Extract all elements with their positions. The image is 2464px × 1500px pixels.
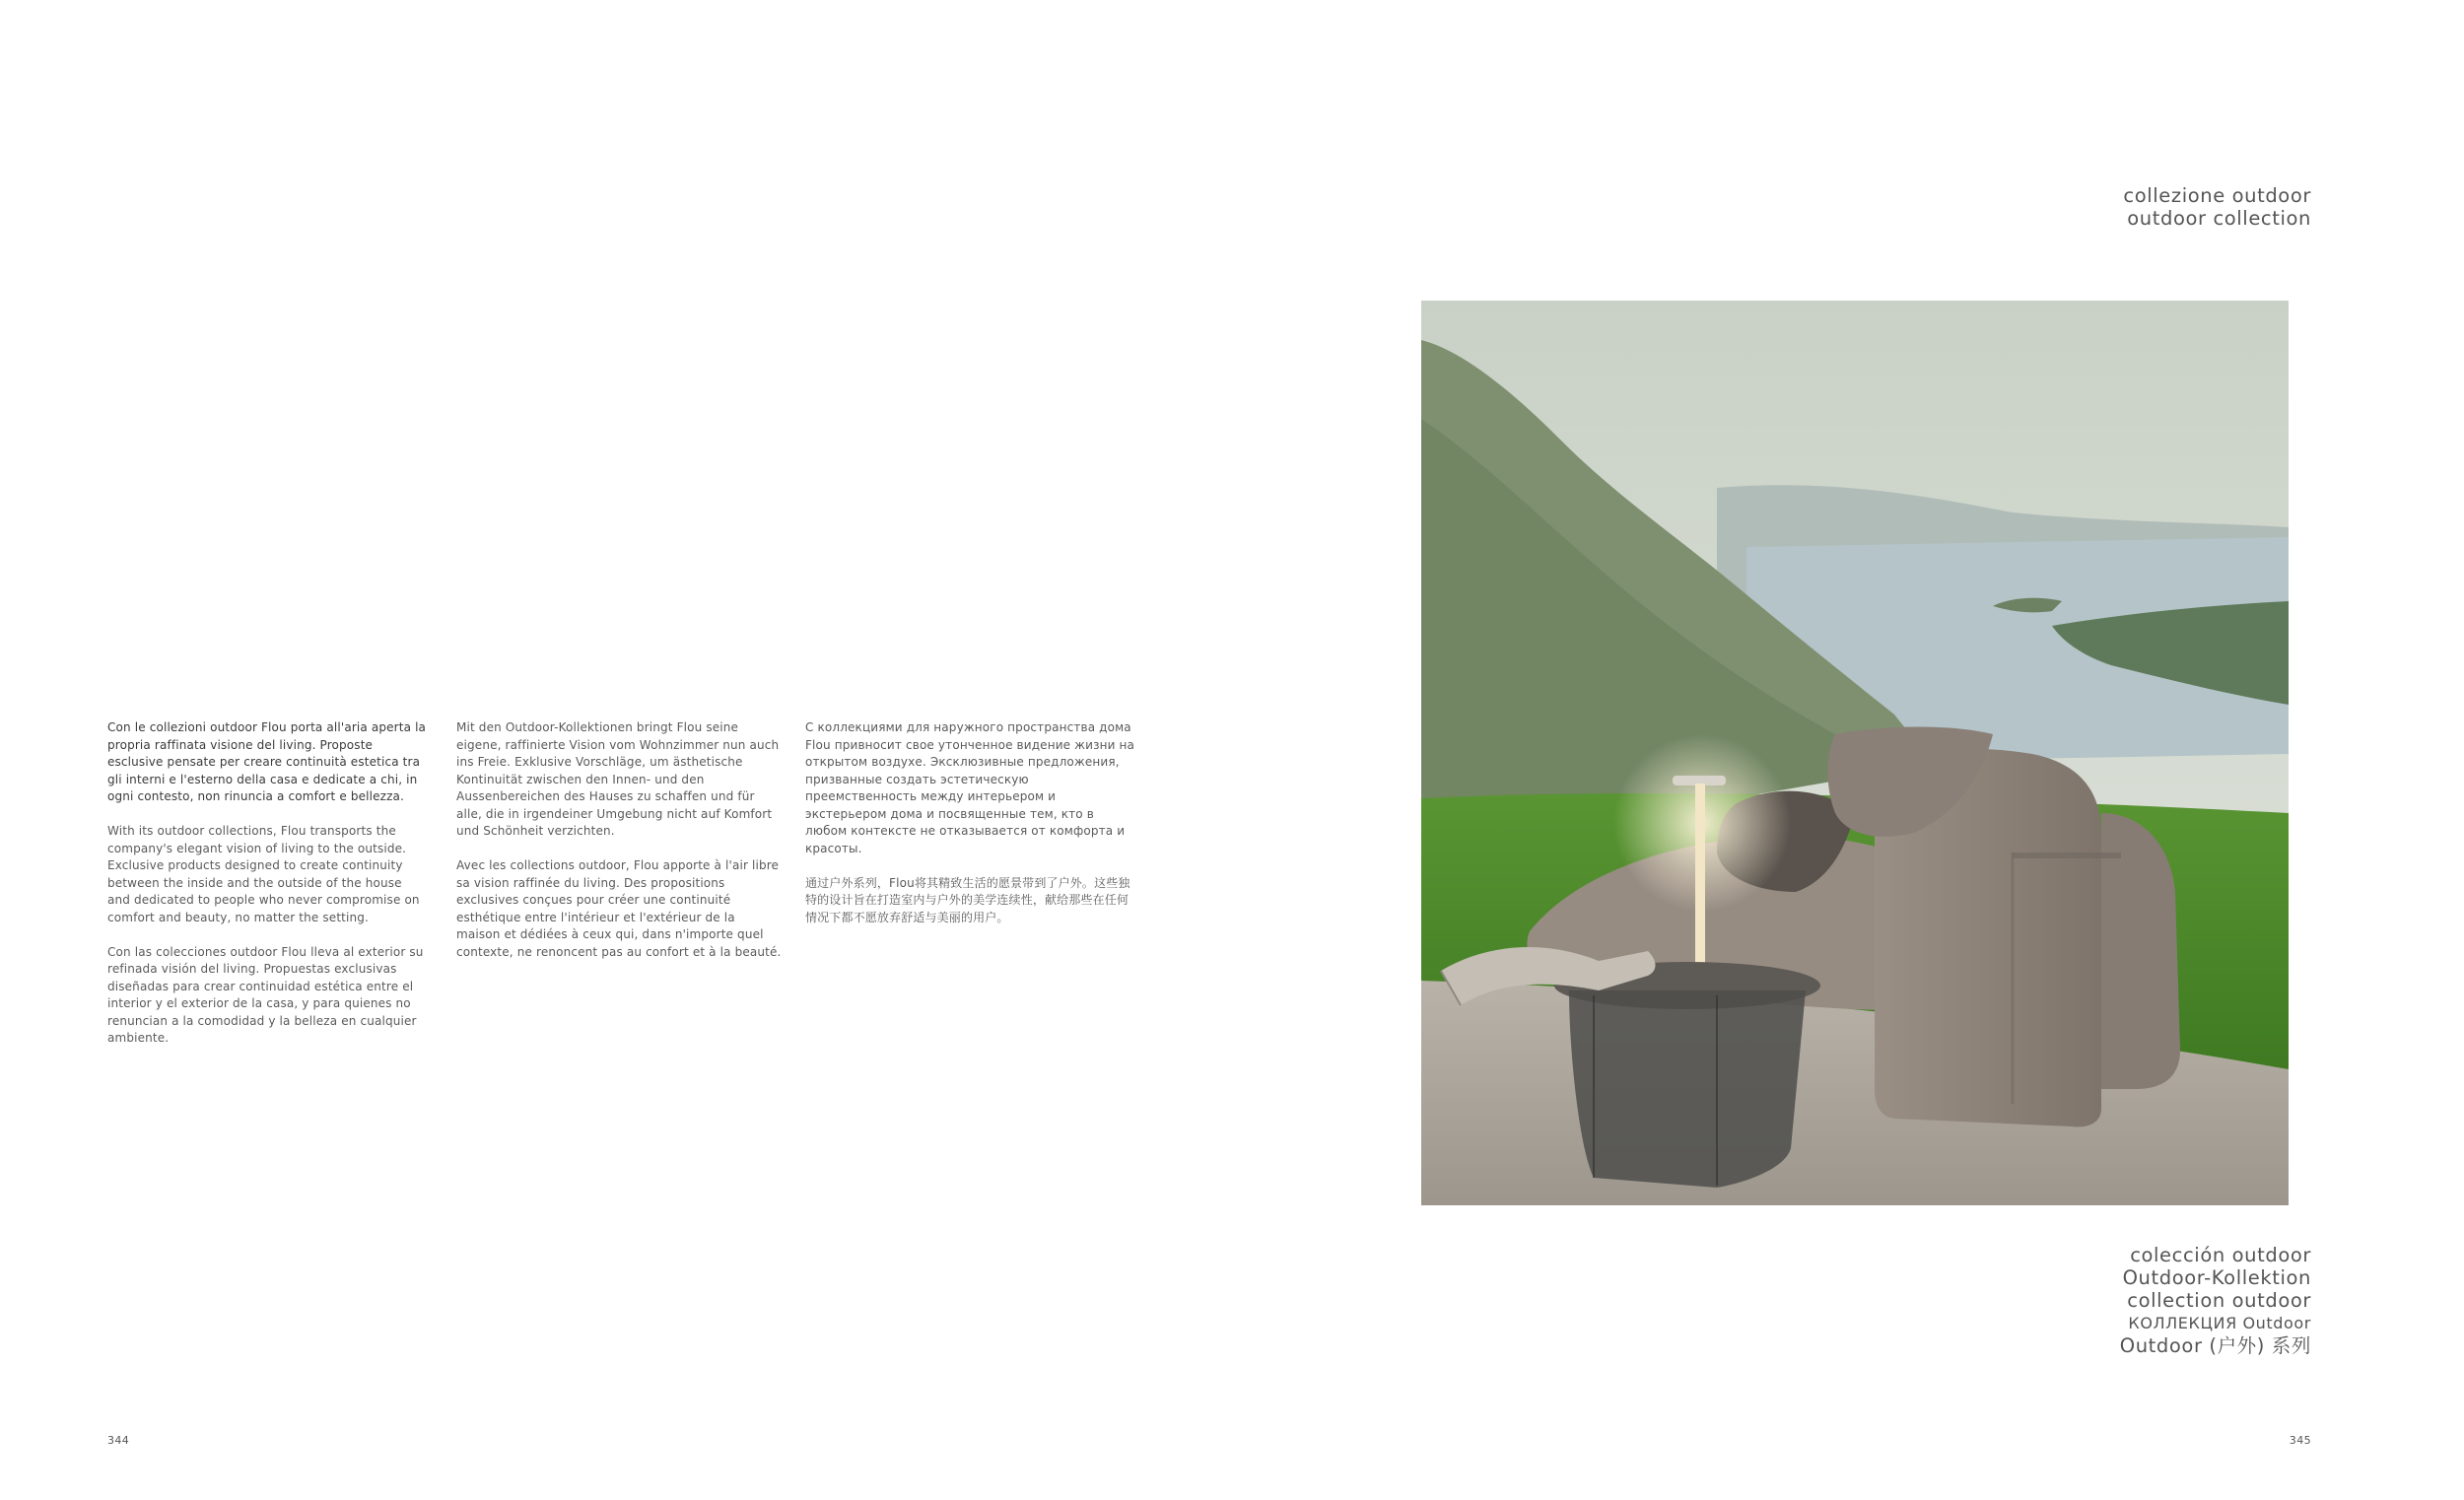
paragraph-german: Mit den Outdoor-Kollektionen bringt Flou seine eigene, raffinierte Vision vom Wohnzimmer nun auch ins Freie. Exklusive Vorschläge, um ästhetische Kontinuität zwischen den Innen- und den Aussenbereichen des Hauses zu schaffen und für alle, die in irgendeiner Umgebung nicht auf Komfort und Schönheit verzichten.: [456, 720, 780, 838]
page-number-left: 344: [107, 1434, 130, 1447]
paragraph-spanish: Con las colecciones outdoor Flou lleva al exterior su refinada visión del living. Propuestas exclusivas diseñadas para crear continuidad estética entre el interior y el exterior de la casa, y para quienes no renuncian a la comodidad y la belleza en cualquier ambiente.: [107, 944, 424, 1045]
heading-bottom-german: Outdoor-Kollektion: [2122, 1266, 2311, 1289]
heading-top-english: outdoor collection: [2127, 207, 2311, 230]
heading-bottom-russian: КОЛЛЕКЦИЯ Outdoor: [2128, 1314, 2311, 1332]
text-column-1: [107, 719, 428, 1064]
side-table-base: [1569, 990, 1806, 1188]
lamp-stem: [1695, 784, 1705, 966]
heading-bottom: [2120, 1244, 2311, 1357]
heading-bottom-french: collection outdoor: [2127, 1289, 2311, 1312]
paragraph-chinese: 通过户外系列，Flou将其精致生活的愿景带到了户外。这些独特的设计旨在打造室内与户外的美学连续性，献给那些在任何情况下都不愿放弃舒适与美丽的用户。: [805, 875, 1130, 924]
text-column-3: [805, 719, 1135, 944]
heading-top: [2123, 184, 2311, 230]
page-number-right: 345: [2289, 1434, 2311, 1447]
outdoor-armchair-photo: [1421, 301, 2289, 1205]
heading-bottom-spanish: colección outdoor: [2130, 1244, 2311, 1266]
paragraph-italian: Con le collezioni outdoor Flou porta all'aria aperta la propria raffinata visione del living. Proposte esclusive pensate per creare continuità estetica tra gli interni e l'esterno della casa e dedicate a chi, in ogni contesto, non rinuncia a comfort e bellezza.: [107, 720, 427, 803]
paragraph-french: Avec les collections outdoor, Flou apporte à l'air libre sa vision raffinée du living. Des propositions exclusives conçues pour créer une continuité esthétique entre l'intérieur et l'extérieur de la maison et dédiées à ceux qui, dans n'importe quel contexte, ne renoncent pas au confort et à la beauté.: [456, 858, 782, 959]
paragraph-russian: С коллекциями для наружного пространства дома Flou привносит свое утонченное видение жизни на открытом воздухе. Эксклюзивные предложения, призванные создать эстетическую преемственность между интерьером и экстерьером дома и посвященные тем, кто в любом контексте не отказывается от комфорта и красоты.: [805, 720, 1135, 855]
heading-bottom-chinese: Outdoor (户外) 系列: [2119, 1334, 2311, 1357]
text-column-2: [456, 719, 782, 979]
paragraph-english: With its outdoor collections, Flou transports the company's elegant vision of living to the outside. Exclusive products designed to create continuity between the inside and the outside of the house and dedicated to people who never compromise on comfort and beauty, no matter the setting.: [107, 824, 420, 924]
heading-top-italian: collezione outdoor: [2123, 184, 2311, 207]
